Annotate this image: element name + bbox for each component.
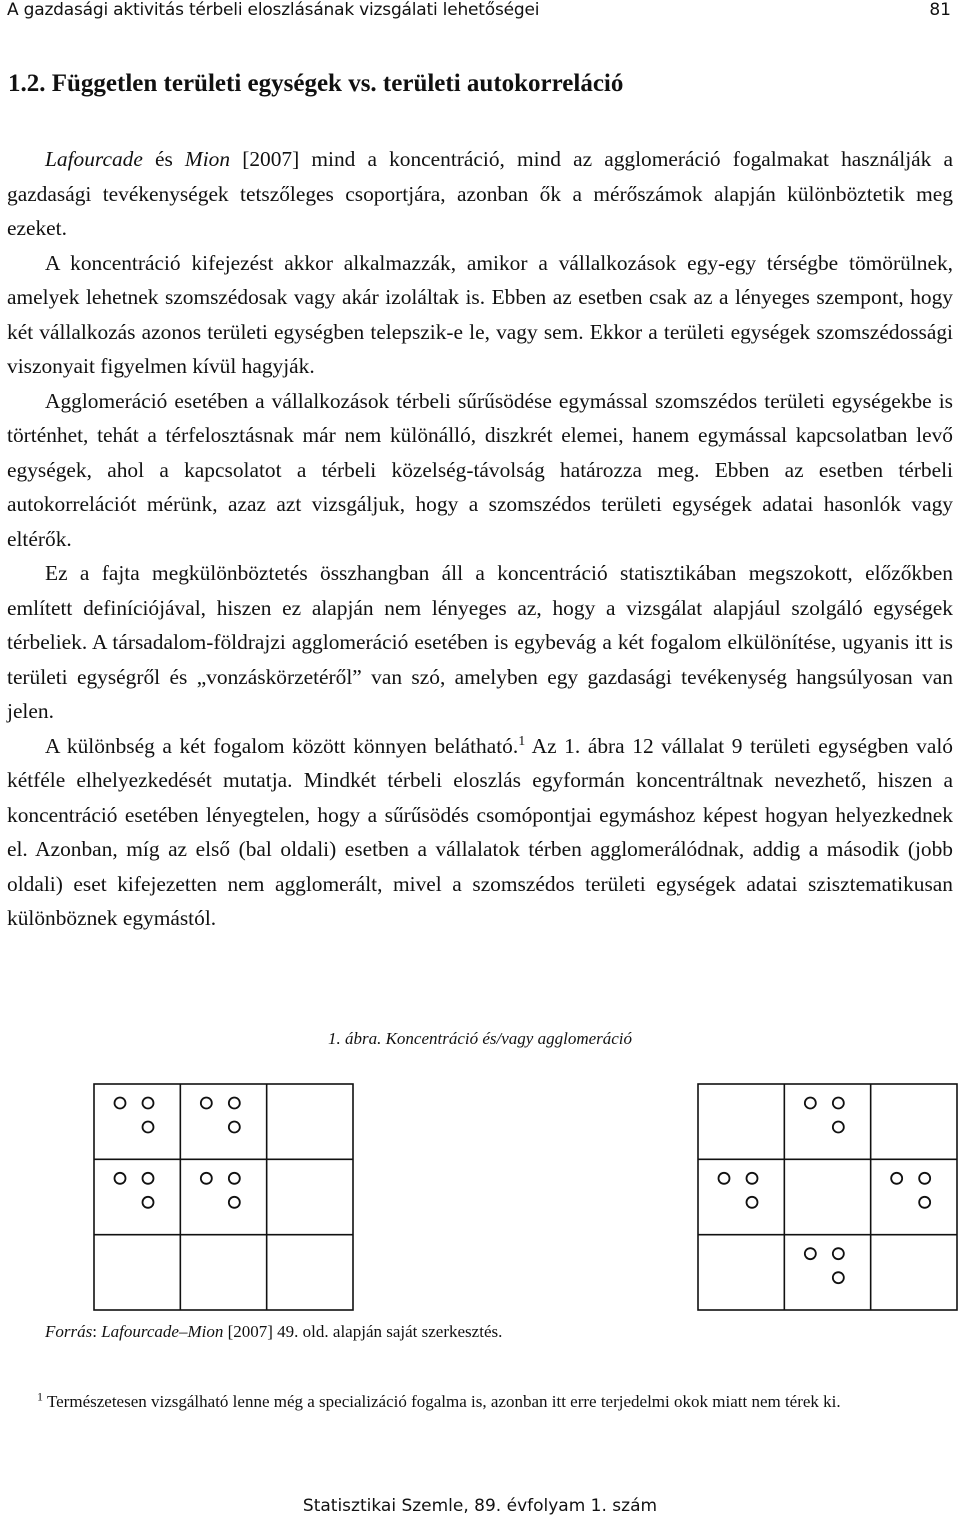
paragraph-1-text: [2007] mind a koncentráció, mind az agglomeráció fogalmakat használják a gazdasági tevékenységek tetszőleges csoportjára, azonban ők a mérőszámok alapján különböztetik meg ezeket. bbox=[7, 147, 953, 240]
right-firm-marker bbox=[891, 1173, 902, 1184]
paragraph-5 bbox=[7, 729, 953, 936]
source-colon: : bbox=[92, 1322, 102, 1341]
running-footer: Statisztikai Szemle, 89. évfolyam 1. szám bbox=[302, 1496, 658, 1516]
left-firm-marker bbox=[229, 1197, 240, 1208]
author-lafourcade: Lafourcade bbox=[45, 147, 143, 171]
running-title: A gazdasági aktivitás térbeli eloszlásának vizsgálati lehetőségei bbox=[7, 0, 540, 20]
running-header bbox=[7, 0, 953, 22]
right-firm-marker bbox=[747, 1173, 758, 1184]
left-grid-border bbox=[94, 1084, 353, 1310]
left-firm-marker bbox=[143, 1197, 154, 1208]
right-firm-marker bbox=[747, 1197, 758, 1208]
right-firm-marker bbox=[919, 1173, 930, 1184]
right-firm-marker bbox=[833, 1248, 844, 1259]
right-firm-marker bbox=[805, 1248, 816, 1259]
footnote-mark: 1 bbox=[37, 1389, 43, 1404]
right-firm-marker bbox=[833, 1272, 844, 1283]
right-firm-marker bbox=[919, 1197, 930, 1208]
figure-grid-left bbox=[93, 1083, 354, 1311]
source-text: [2007] 49. old. alapján saját szerkesztés. bbox=[223, 1322, 503, 1341]
paragraph-5-text-a: A különbség a két fogalom között könnyen belátható. bbox=[45, 733, 519, 758]
left-firm-marker bbox=[201, 1098, 212, 1109]
grid-left-svg bbox=[93, 1083, 354, 1311]
footnote-reference[interactable]: 1 bbox=[518, 733, 526, 749]
left-firm-marker bbox=[229, 1173, 240, 1184]
right-firm-marker bbox=[805, 1098, 816, 1109]
left-firm-marker bbox=[143, 1173, 154, 1184]
paragraph-2: A koncentráció kifejezést akkor alkalmazzák, amikor a vállalkozások egy-egy térségbe tömörülnek, amelyek lehetnek szomszédosak vagy akár izoláltak is. Ebben az esetben csak az a lényeges szempont, hogy két vállalkozás azonos területi egységben telepszik-e le, vagy sem. Ekkor a területi egységek szomszédossági viszonyait figyelmen kívül hagyják. bbox=[7, 250, 953, 378]
footnote bbox=[7, 1389, 953, 1415]
author-mion: Mion bbox=[184, 147, 231, 171]
grid-right-svg bbox=[697, 1083, 958, 1311]
body-text bbox=[7, 142, 953, 936]
left-firm-marker bbox=[229, 1122, 240, 1133]
section-heading: 1.2. Független területi egységek vs. területi autokorreláció bbox=[8, 70, 624, 97]
paragraph-4: Ez a fajta megkülönböztetés összhangban áll a koncentráció statisztikában megszokott, előzőkben említett definíciójával, hiszen ez alapján nem lényeges az, hogy a vizsgálat alapjául szolgáló egységek térbeliek. A társadalom-földrajzi agglomeráció esetében is egybevág a két fogalom elkülönítése, ugyanis itt is területi egységről és „vonzáskörzetéről” van szó, amelyben egy gazdasági tevékenység hangsúlyosan van jelen. bbox=[7, 561, 953, 723]
source-authors: Lafourcade–Mion bbox=[101, 1322, 224, 1341]
source-label: Forrás bbox=[45, 1322, 93, 1341]
figure-caption: 1. ábra. Koncentráció és/vagy agglomeráció bbox=[327, 1029, 633, 1048]
paragraph-5-text-b: Az 1. ábra 12 vállalat 9 területi egységben való kétféle elhelyezkedését mutatja. Mindkét térbeli eloszlás egyformán koncentráltnak nevezhető, hiszen a koncentráció esetében lényegtelen, hogy a sűrűsödés csomópontjai egymáshoz képest hogyan helyezkednek el. Azonban, míg az első (bal oldali) esetben a vállalatok térben agglomerálódnak, addig a második (jobb oldali) eset kifejezetten nem agglomerált, mivel a szomszédos területi egységek adatai szisztematikusan különböznek egymástól. bbox=[7, 733, 953, 930]
paragraph-1 bbox=[7, 142, 953, 246]
left-firm-marker bbox=[115, 1098, 126, 1109]
figure-grid-right bbox=[697, 1083, 958, 1311]
left-firm-marker bbox=[143, 1122, 154, 1133]
figure-source bbox=[45, 1322, 502, 1342]
left-firm-marker bbox=[143, 1098, 154, 1109]
conjunction-text: és bbox=[142, 147, 185, 171]
right-firm-marker bbox=[833, 1122, 844, 1133]
left-firm-marker bbox=[201, 1173, 212, 1184]
paragraph-3: Agglomeráció esetében a vállalkozások térbeli sűrűsödése egymással szomszédos területi egységekbe is történhet, tehát a térfelosztásnak már nem különálló, diszkrét elemei, hanem egymással kapcsolatban levő egységek, ahol a kapcsolatot a térbeli közelség-távolság határozza meg. Ebben az esetben térbeli autokorrelációt mérünk, azaz azt vizsgáljuk, hogy a szomszédos területi egységek adatai hasonlók vagy eltérők. bbox=[7, 388, 953, 551]
right-firm-marker bbox=[833, 1098, 844, 1109]
right-grid-border bbox=[698, 1084, 957, 1310]
page-number: 81 bbox=[929, 0, 951, 20]
right-firm-marker bbox=[719, 1173, 730, 1184]
left-firm-marker bbox=[229, 1098, 240, 1109]
footnote-text: Természetesen vizsgálható lenne még a specializáció fogalma is, azonban itt erre terjedelmi okok miatt nem térek ki. bbox=[43, 1392, 841, 1411]
left-firm-marker bbox=[115, 1173, 126, 1184]
